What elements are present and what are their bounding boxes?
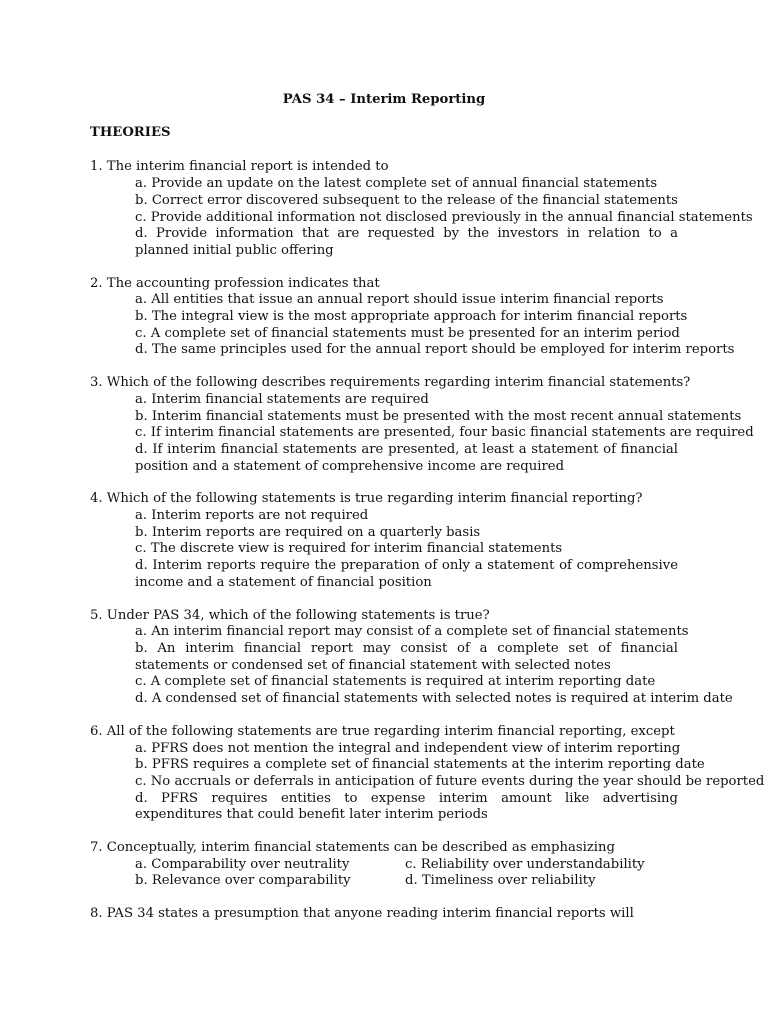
option-a: a. Provide an update on the latest complete set of annual financial statements bbox=[135, 176, 658, 192]
question-4 bbox=[90, 491, 678, 591]
option-a: a. An interim financial report may consist of a complete set of financial statements bbox=[135, 624, 689, 640]
option-b: b. An interim financial report may consist of a complete set of financial statements or condensed set of financial statement with selected notes bbox=[135, 640, 678, 673]
question-3 bbox=[90, 375, 754, 475]
question-stem: 4. Which of the following statements is true regarding interim financial reporting? bbox=[90, 491, 643, 507]
option-d: d. Timeliness over reliability bbox=[405, 873, 596, 889]
question-stem: 3. Which of the following describes requirements regarding interim financial statements? bbox=[90, 375, 691, 391]
option-a: a. PFRS does not mention the integral and independent view of interim reporting bbox=[135, 740, 681, 756]
question-stem: 7. Conceptually, interim financial statements can be described as emphasizing bbox=[90, 840, 615, 856]
option-d: d. If interim financial statements are presented, at least a statement of financial position and a statement of comprehensive income are required bbox=[135, 441, 678, 474]
question-5 bbox=[90, 607, 733, 708]
option-a: a. Interim financial statements are required bbox=[135, 391, 429, 407]
question-stem: 6. All of the following statements are true regarding interim financial reporting, except bbox=[90, 723, 675, 739]
option-c: c. Provide additional information not disclosed previously in the annual financial statements bbox=[135, 209, 753, 225]
question-stem: 8. PAS 34 states a presumption that anyone reading interim financial reports will bbox=[90, 906, 634, 922]
option-b: b. PFRS requires a complete set of financial statements at the interim reporting date bbox=[135, 757, 705, 773]
option-c: c. A complete set of financial statements must be presented for an interim period bbox=[135, 325, 680, 341]
question-stem: 5. Under PAS 34, which of the following statements is true? bbox=[90, 607, 490, 623]
option-c: c. Reliability over understandability bbox=[405, 856, 645, 872]
option-a: a. Interim reports are not required bbox=[135, 508, 369, 524]
option-b: b. Interim financial statements must be presented with the most recent annual statements bbox=[135, 408, 742, 424]
option-d: d. A condensed set of financial statements with selected notes is required at interim date bbox=[135, 691, 733, 707]
question-stem: 2. The accounting profession indicates that bbox=[90, 275, 380, 291]
option-c: c. A complete set of financial statements is required at interim reporting date bbox=[135, 674, 656, 690]
option-d: d. The same principles used for the annual report should be employed for interim reports bbox=[135, 342, 735, 358]
question-8 bbox=[90, 906, 678, 923]
section-heading: THEORIES bbox=[90, 124, 171, 140]
option-c: c. If interim financial statements are presented, four basic financial statements are required bbox=[135, 425, 754, 441]
question-2 bbox=[90, 275, 735, 360]
option-b: b. Correct error discovered subsequent to the release of the financial statements bbox=[135, 192, 678, 208]
option-a: a. All entities that issue an annual report should issue interim financial reports bbox=[135, 292, 664, 308]
option-d: d. PFRS requires entities to expense interim amount like advertising expenditures that could benefit later interim periods bbox=[135, 790, 678, 823]
option-a: a. Comparability over neutrality bbox=[135, 856, 350, 872]
option-c: c. No accruals or deferrals in anticipation of future events during the year should be reported bbox=[135, 773, 765, 789]
question-stem: 1. The interim financial report is intended to bbox=[90, 159, 389, 175]
question-7 bbox=[90, 840, 678, 890]
option-b: b. The integral view is the most appropriate approach for interim financial reports bbox=[135, 309, 688, 325]
option-b: b. Interim reports are required on a quarterly basis bbox=[135, 524, 481, 540]
document-title: PAS 34 – Interim Reporting bbox=[282, 92, 486, 107]
option-d: d. Interim reports require the preparation of only a statement of comprehensive income and a statement of financial position bbox=[135, 558, 678, 590]
question-1 bbox=[90, 159, 753, 259]
option-d: d. Provide information that are requested by the investors in relation to a planned initial public offering bbox=[135, 226, 678, 258]
question-6 bbox=[90, 723, 765, 824]
option-grid bbox=[90, 857, 678, 890]
option-c: c. The discrete view is required for interim financial statements bbox=[135, 541, 563, 557]
option-b: b. Relevance over comparability bbox=[135, 873, 351, 889]
